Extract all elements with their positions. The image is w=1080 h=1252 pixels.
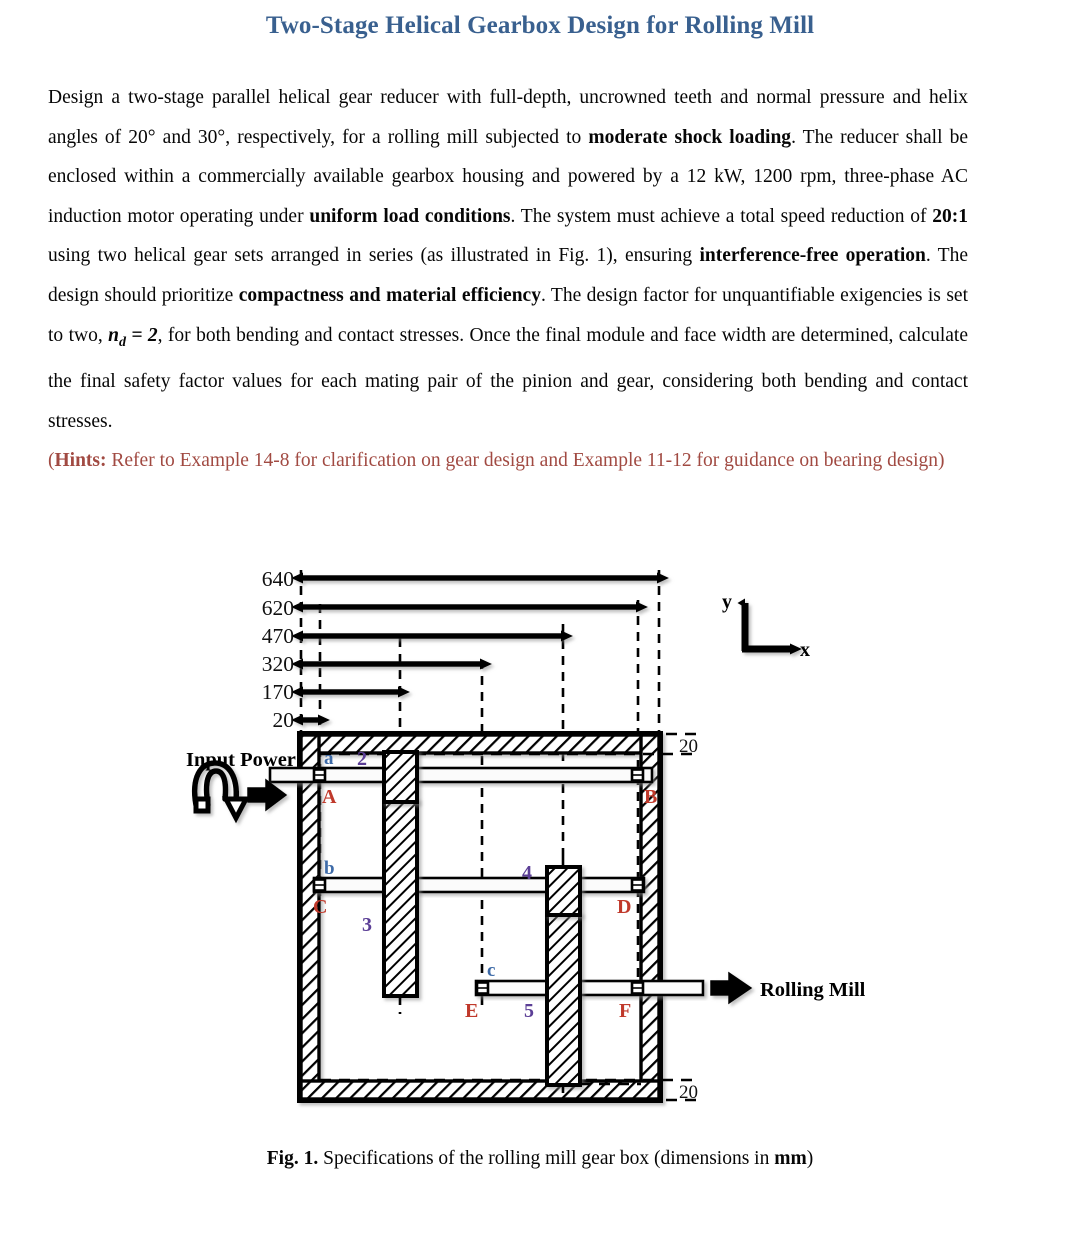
bearing-A xyxy=(314,770,325,781)
gear-4 xyxy=(547,867,580,915)
dimension-label-640: 640 xyxy=(261,567,294,591)
gear-2 xyxy=(384,752,417,802)
gear-label-4: 4 xyxy=(522,862,532,884)
dimension-label-320: 320 xyxy=(261,652,294,676)
wall-thickness-label-top: 20 xyxy=(679,736,698,757)
shaft-c xyxy=(476,981,703,995)
shaft-a xyxy=(270,768,652,782)
gear-5 xyxy=(547,914,580,1085)
problem-statement xyxy=(48,78,968,481)
dimension-label-170: 170 xyxy=(261,680,294,704)
gear-label-3: 3 xyxy=(362,914,372,936)
hints-paragraph: (Hints: Refer to Example 14-8 for clarification on gear design and Example 11-12 for guidance on bearing design) xyxy=(48,450,945,472)
bearing-D xyxy=(632,880,643,891)
problem-paragraph: Design a two-stage parallel helical gear reducer with full-depth, uncrowned teeth and normal pressure and helix angles of 20° and 30°, respectively, for a rolling mill subjected to moderate shock loading. The reducer shall be enclosed within a commercially available gearbox housing and powered by a 12 kW, 1200 rpm, three-phase AC induction motor operating under uniform load conditions. The system must achieve a total speed reduction of 20:1 using two helical gear sets arranged in series (as illustrated in Fig. 1), ensuring interference-free operation. The design should prioritize compactness and material efficiency. The design factor for unquantifiable exigencies is set to two, $n_d = 2$, for both bending and contact stresses. Once the final module and face width are determined, calculate the final safety factor values for each mating pair of the pinion and gear, considering both bending and contact stresses. xyxy=(48,87,968,432)
dimension-arrows xyxy=(303,578,657,720)
dimension-label-470: 470 xyxy=(261,624,294,648)
input-power-label: Input Power xyxy=(186,749,296,771)
bearing-label-D: D xyxy=(617,896,632,918)
bearing-E xyxy=(477,983,488,994)
shaft-label-a: a xyxy=(324,748,334,769)
axis-label-y: y xyxy=(722,591,732,613)
figure-caption: Fig. 1. Specifications of the rolling mill gear box (dimensions in mm) xyxy=(266,1148,814,1169)
gear-3 xyxy=(384,800,417,996)
page-title: Two-Stage Helical Gearbox Design for Rolling Mill xyxy=(265,12,815,39)
bearing-B xyxy=(632,770,643,781)
bearing-label-A: A xyxy=(322,786,337,808)
rolling-mill-label: Rolling Mill xyxy=(760,979,866,1001)
rolling-mill-arrow xyxy=(711,973,751,1003)
gearbox-housing xyxy=(299,733,661,1101)
wall-thickness-label-bottom: 20 xyxy=(679,1082,698,1103)
shaft-label-c: c xyxy=(487,960,496,981)
gear-label-5: 5 xyxy=(524,1000,534,1022)
bearing-F xyxy=(632,983,643,994)
shaft-label-b: b xyxy=(324,858,335,879)
bearing-label-C: C xyxy=(313,896,328,918)
coordinate-axes xyxy=(742,603,790,651)
bearing-label-E: E xyxy=(465,1000,479,1022)
bearing-label-F: F xyxy=(619,1000,632,1022)
dimension-label-20: 20 xyxy=(272,708,294,732)
figure-1 xyxy=(0,556,1080,1156)
bearing-label-B: B xyxy=(644,786,658,808)
dimension-label-620: 620 xyxy=(261,596,294,620)
dimension-labels xyxy=(262,567,294,732)
shaft-b xyxy=(314,878,644,892)
axis-label-x: x xyxy=(800,639,810,661)
bearing-C xyxy=(314,880,325,891)
gear-label-2: 2 xyxy=(357,748,367,770)
